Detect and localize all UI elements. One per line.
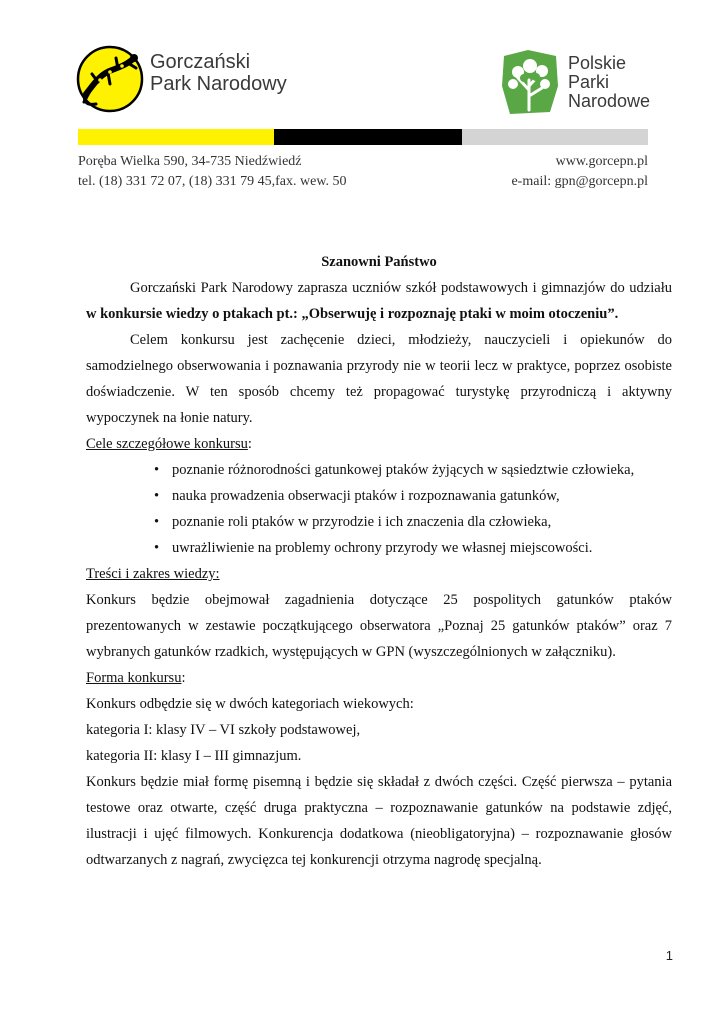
phone-line: tel. (18) 331 72 07, (18) 331 79 45,fax. wew. 50 <box>78 174 347 189</box>
scope-heading: Treści i zakres wiedzy: <box>86 566 220 582</box>
stripe-yellow <box>78 129 274 145</box>
email-link[interactable]: e-mail: gpn@gorcepn.pl <box>511 174 648 189</box>
goal-item: • nauka prowadzenia obserwacji ptaków i rozpoznawania gatunków, <box>86 483 672 509</box>
goals-heading: Cele szczegółowe konkursu <box>86 436 248 452</box>
gpn-logo <box>76 44 336 119</box>
org-name-right-line1: Polskie <box>568 53 627 73</box>
org-name-left-line2: Park Narodowy <box>150 73 287 95</box>
intro-contest-title: w konkursie wiedzy o ptakach pt.: „Obserwuję i rozpoznaję ptaki w moim otoczeniu”. <box>86 306 619 322</box>
online-contact-block <box>511 152 648 192</box>
goals-heading-line <box>86 431 672 457</box>
form-heading-colon: : <box>181 670 186 686</box>
salamander-icon <box>76 44 146 114</box>
org-name-left <box>150 51 287 95</box>
scope-heading-line <box>86 561 672 587</box>
intro-text: Gorczański Park Narodowy zaprasza uczniów szkół podstawowych i gimnazjów do udziału <box>130 280 672 296</box>
form-heading-line <box>86 665 672 691</box>
goal-item: • uwrażliwienie na problemy ochrony przyrody we własnej miejscowości. <box>86 535 672 561</box>
goals-list <box>86 457 672 561</box>
goal-item: • poznanie różnorodności gatunkowej ptaków żyjących w sąsiedztwie człowieka, <box>86 457 672 483</box>
stripe-black <box>274 129 462 145</box>
goal-item: • poznanie roli ptaków w przyrodzie i ich znaczenia dla człowieka, <box>86 509 672 535</box>
salutation: Szanowni Państwo <box>321 254 437 270</box>
intro-paragraph <box>86 275 672 327</box>
org-name-right-line3: Narodowe <box>568 91 651 111</box>
goals-heading-colon: : <box>247 436 252 452</box>
ppn-logo <box>498 46 658 118</box>
scope-paragraph: Konkurs będzie obejmował zagadnienia dotyczące 25 pospolitych gatunków ptaków prezentowanych w zestawie początkującego obserwatora „Poznaj 25 gatunków ptaków” oraz 7 wybranych gatunków rzadkich, występujących w GPN (wyszczególnionych w załączniku). <box>86 592 672 660</box>
form-category-2: kategoria II: klasy I – III gimnazjum. <box>86 748 302 764</box>
letter-body <box>86 249 672 873</box>
form-heading: Forma konkursu <box>86 670 182 686</box>
org-name-right-line2: Parki <box>568 72 610 92</box>
stripe-gray <box>462 129 648 145</box>
page-number: 1 <box>665 948 673 963</box>
form-categories-intro: Konkurs odbędzie się w dwóch kategoriach wiekowych: <box>86 696 414 712</box>
website-link[interactable]: www.gorcepn.pl <box>555 154 648 169</box>
form-category-1: kategoria I: klasy IV – VI szkoły podstawowej, <box>86 722 361 738</box>
aim-paragraph: Celem konkursu jest zachęcenie dzieci, młodzieży, nauczycieli i opiekunów do samodzielnego obserwowania i poznawania przyrody nie w teorii lecz w praktyce, poprzez osobiste doświadczenie. W ten sposób chcemy też propagować turystykę przyrodniczą i aktywny wypoczynek na łonie natury. <box>86 332 672 426</box>
org-name-left-line1: Gorczański <box>150 51 251 73</box>
address-line: Poręba Wielka 590, 34-735 Niedźwiedź <box>78 154 302 169</box>
form-paragraph: Konkurs będzie miał formę pisemną i będzie się składał z dwóch części. Część pierwsza – pytania testowe oraz otwarte, część druga praktyczna – rozpoznawanie gatunków na podstawie zdjęć, ilustracji i ujęć filmowych. Konkurencja dodatkowa (nieobligatoryjna) – rozpoznawanie głosów odtwarzanych z nagrań, zwycięzca tej konkurencji otrzyma nagrodę specjalną. <box>86 774 672 868</box>
address-block <box>78 152 347 192</box>
org-name-right <box>568 54 650 111</box>
tree-icon <box>498 46 562 118</box>
